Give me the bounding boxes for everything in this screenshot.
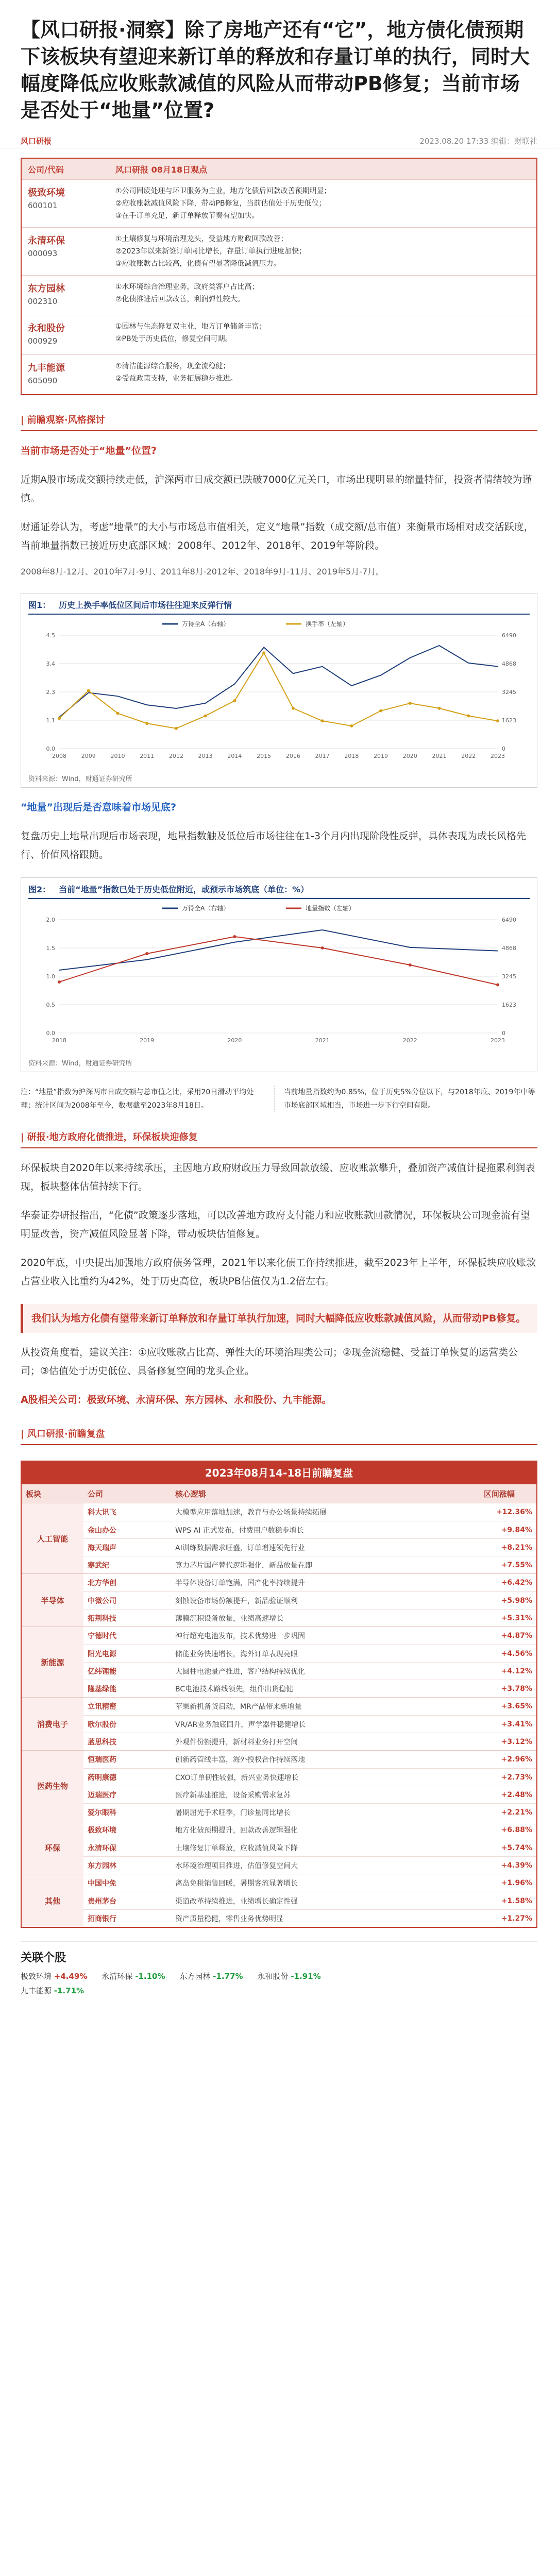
review-company: 爱尔眼科 bbox=[88, 1808, 116, 1817]
review-row bbox=[83, 1538, 536, 1556]
stock-line: ②应收账款减值风险下降，带动PB修复，当前估值处于历史低位； bbox=[115, 199, 326, 208]
stock-code: 605090 bbox=[28, 376, 58, 385]
review-title: 2023年08月14-18日前瞻复盘 bbox=[22, 1462, 536, 1484]
section1b-para bbox=[21, 798, 537, 817]
stock-name-cell bbox=[22, 315, 109, 354]
stock-name: 永和股份 bbox=[28, 323, 65, 334]
section2-related: A股相关公司：极致环境、永清环保、东方园林、永和股份、九丰能源。 bbox=[21, 1394, 332, 1405]
review-logic: 地方化债预期提升，回款改善逻辑强化 bbox=[175, 1826, 298, 1835]
related-stock-name: 极致环境 bbox=[21, 1972, 52, 1981]
x-tick-label: 2023 bbox=[491, 1037, 505, 1044]
review-row bbox=[83, 1715, 536, 1733]
data-point bbox=[116, 712, 119, 715]
related-stock-change: +4.49% bbox=[54, 1972, 88, 1981]
review-row bbox=[83, 1556, 536, 1573]
header-company: 公司/代码 bbox=[28, 164, 64, 175]
review-company: 亿纬锂能 bbox=[88, 1667, 116, 1676]
chart-1 bbox=[21, 593, 537, 788]
review-group bbox=[22, 1750, 536, 1821]
chart1-title-bar bbox=[28, 599, 530, 615]
section1-sub-text: 当前市场是否处于“地量”位置? bbox=[21, 445, 157, 456]
review-company: 北方华创 bbox=[88, 1579, 116, 1587]
header-view: 风口研报 08月18日观点 bbox=[115, 164, 208, 175]
review-row bbox=[83, 1733, 536, 1750]
chart2-source: 资料来源：Wind，财通证券研究所 bbox=[28, 1060, 132, 1067]
review-row bbox=[83, 1645, 536, 1662]
data-point bbox=[321, 719, 324, 722]
y-tick-label: 0.0 bbox=[46, 745, 55, 752]
stock-line: ①土壤修复与环境治理龙头，受益地方财政回款改善； bbox=[115, 235, 288, 243]
x-tick-label: 2015 bbox=[257, 753, 272, 759]
review-company: 宁德时代 bbox=[88, 1632, 116, 1640]
review-company: 阳光电源 bbox=[88, 1650, 116, 1658]
chart1-plot bbox=[28, 615, 529, 769]
x-tick-label: 2020 bbox=[402, 753, 417, 759]
review-logic: WPS AI 正式发布，付费用户数稳步增长 bbox=[175, 1526, 304, 1535]
y2-tick-label: 6490 bbox=[502, 632, 516, 639]
stock-line: ②2023年以来新签订单同比增长，存量订单执行进度加快； bbox=[115, 247, 307, 256]
review-company: 科大讯飞 bbox=[88, 1509, 116, 1517]
y-tick-label: 1.5 bbox=[46, 945, 55, 952]
data-point bbox=[233, 699, 236, 702]
chart2-title: 当前“地量”指数已处于历史低位附近，或预示市场筑底（单位：%） bbox=[59, 885, 309, 894]
series-line-left bbox=[59, 653, 498, 728]
review-logic: 储能业务快速增长，海外订单表现亮眼 bbox=[175, 1650, 298, 1658]
stock-name: 东方园林 bbox=[28, 283, 65, 294]
x-tick-label: 2011 bbox=[140, 753, 155, 759]
review-logic: BC电池技术路线领先，组件出货稳健 bbox=[175, 1685, 294, 1693]
review-sector: 人工智能 bbox=[22, 1503, 83, 1573]
review-change: +3.78% bbox=[501, 1684, 532, 1693]
section1-sub bbox=[21, 442, 537, 460]
x-tick-label: 2021 bbox=[432, 753, 447, 759]
stock-row bbox=[22, 275, 536, 315]
review-row bbox=[83, 1627, 536, 1645]
review-company: 寒武纪 bbox=[88, 1561, 109, 1570]
y-tick-label: 2.3 bbox=[46, 689, 55, 696]
chart2-title-bar bbox=[28, 883, 530, 899]
review-sector: 半导体 bbox=[22, 1574, 83, 1626]
review-company: 迈瑞医疗 bbox=[88, 1791, 116, 1800]
review-change: +1.96% bbox=[501, 1879, 532, 1887]
section2-para4: 从投资角度看，建议关注：①应收账款占比高、弹性大的环境治理类公司；②现金流稳健、受益订单恢复的运营类公司；③估值处于历史低位、具备修复空间的龙头企业。 bbox=[21, 1347, 518, 1377]
section1b-para2: 复盘历史上地量出现后市场表现，地量指数触及低位后市场往往在1-3个月内出现阶段性反弹，具体表现为成长风格先行、价值风格跟随。 bbox=[21, 831, 527, 860]
legend-label: 换手率（左轴） bbox=[306, 620, 349, 628]
x-tick-label: 2020 bbox=[227, 1037, 242, 1044]
x-tick-label: 2023 bbox=[491, 753, 505, 759]
data-point bbox=[145, 722, 148, 725]
y2-tick-label: 0 bbox=[502, 1030, 505, 1037]
stock-line: ②化债推进后回款改善，利润弹性较大。 bbox=[115, 295, 245, 303]
review-logic: AI训练数据需求旺盛，订单增速领先行业 bbox=[175, 1544, 305, 1552]
review-group bbox=[22, 1626, 536, 1697]
stock-name-cell bbox=[22, 355, 109, 394]
review-table bbox=[21, 1461, 537, 1928]
y2-tick-label: 4868 bbox=[502, 660, 516, 667]
x-tick-label: 2013 bbox=[198, 753, 213, 759]
review-row bbox=[83, 1839, 536, 1856]
section-title-2: | 研报·地方政府化债推进，环保板块迎修复 bbox=[21, 1130, 537, 1148]
x-tick-label: 2019 bbox=[140, 1037, 155, 1044]
chart2-fig: 图2： bbox=[28, 885, 51, 894]
review-change: +2.48% bbox=[501, 1790, 532, 1799]
data-point bbox=[87, 689, 90, 692]
x-tick-label: 2014 bbox=[227, 753, 242, 759]
stock-row bbox=[22, 315, 536, 354]
y-tick-label: 1.0 bbox=[46, 973, 55, 980]
stock-name-cell bbox=[22, 276, 109, 315]
x-tick-label: 2009 bbox=[81, 753, 96, 759]
review-company: 隆基绿能 bbox=[88, 1685, 116, 1693]
section1-para1: 近期A股市场成交额持续走低，沪深两市日成交额已跌破7000亿元关口，市场出现明显的缩量特征，投资者情绪较为谨慎。 bbox=[21, 474, 532, 504]
chart1-fig: 图1： bbox=[28, 600, 51, 610]
review-row bbox=[83, 1803, 536, 1821]
review-logic: 薄膜沉积设备放量，业绩高速增长 bbox=[175, 1614, 283, 1623]
section2-para2: 华泰证券研报指出，“化债”政策逐步落地，可以改善地方政府支付能力和应收账款回款情况，环保板块公司现金流有望明显改善，资产减值风险显著下降，带动板块估值修复。 bbox=[21, 1210, 530, 1240]
review-logic: 暑期屈光手术旺季，门诊量同比增长 bbox=[175, 1808, 291, 1817]
section2-highlight: 我们认为地方化债有望带来新订单释放和存量订单执行加速，同时大幅降低应收账款减值风险，从而带动PB修复。 bbox=[21, 1304, 537, 1333]
related-stock-change: -1.77% bbox=[213, 1972, 243, 1981]
review-logic: 神行超充电池发布，技术优势进一步巩固 bbox=[175, 1632, 305, 1640]
x-tick-label: 2021 bbox=[315, 1037, 330, 1044]
x-tick-label: 2016 bbox=[285, 753, 300, 759]
review-logic: 渠道改革持续推进，业绩增长确定性强 bbox=[175, 1897, 298, 1906]
review-logic: 创新药管线丰富，海外授权合作持续落地 bbox=[175, 1756, 305, 1764]
y-tick-label: 1.1 bbox=[46, 717, 55, 724]
review-company: 海天瑞声 bbox=[88, 1544, 116, 1552]
stock-line: ③在手订单充足，新订单释放节奏有望加快。 bbox=[115, 212, 259, 220]
review-change: +3.65% bbox=[501, 1702, 532, 1710]
review-change: +2.21% bbox=[501, 1808, 532, 1817]
review-row bbox=[83, 1874, 536, 1892]
review-logic: 外观件份额提升，新材料业务打开空间 bbox=[175, 1738, 298, 1747]
related-stock[interactable] bbox=[258, 1969, 321, 1984]
data-point bbox=[204, 714, 207, 717]
y-tick-label: 0.0 bbox=[46, 1030, 55, 1037]
y2-tick-label: 1623 bbox=[502, 717, 516, 724]
stock-row bbox=[22, 354, 536, 394]
review-logic: 苹果新机备货启动，MR产品带来新增量 bbox=[175, 1703, 302, 1711]
review-head-logic: 核心逻辑 bbox=[175, 1489, 207, 1499]
section1-para2: 财通证券认为，考虑“地量”的大小与市场总市值相关，定义“地量”指数（成交额/总市值）来衡量市场相对成交活跃度，当前地量指数已接近历史底部区域：2008年、2012年、2018年、2019年等阶段。 bbox=[21, 521, 534, 551]
y2-tick-label: 1623 bbox=[502, 1002, 516, 1008]
series-line-right bbox=[59, 930, 498, 970]
review-change: +3.12% bbox=[501, 1737, 532, 1746]
review-group bbox=[22, 1821, 536, 1874]
y-tick-label: 2.0 bbox=[46, 917, 55, 923]
chart1-title: 历史上换手率低位区间后市场往往迎来反弹行情 bbox=[59, 600, 232, 610]
review-row bbox=[83, 1856, 536, 1874]
review-logic: 水环境治理项目推进，估值修复空间大 bbox=[175, 1861, 298, 1870]
stock-line: ①公司固废处理与环卫服务为主业，地方化债后回款改善预期明显； bbox=[115, 187, 331, 195]
x-tick-label: 2012 bbox=[168, 753, 183, 759]
review-company: 贵州茅台 bbox=[88, 1897, 116, 1906]
review-logic: 算力芯片国产替代逻辑强化，新品放量在即 bbox=[175, 1561, 312, 1570]
review-rows bbox=[83, 1751, 536, 1821]
x-tick-label: 2022 bbox=[402, 1037, 417, 1044]
y-tick-label: 3.4 bbox=[46, 660, 55, 667]
review-company: 东方园林 bbox=[88, 1861, 116, 1870]
review-logic: 刻蚀设备市场份额提升，新品验证顺利 bbox=[175, 1597, 298, 1605]
review-sector: 医药生物 bbox=[22, 1751, 83, 1821]
data-point bbox=[379, 709, 382, 713]
headline: 【风口研报·洞察】除了房地产还有“它”，地方债化债预期下该板块有望迎来新订单的释放和存量订单的执行，同时大幅度降低应收账款减值的风险从而带动PB修复；当前市场是否处于“地量”位置? bbox=[21, 19, 530, 122]
y2-tick-label: 6490 bbox=[502, 917, 516, 923]
stock-line: ③应收账款占比较高，化债有望显著降低减值压力。 bbox=[115, 260, 281, 268]
related-stock-name: 永清环保 bbox=[102, 1972, 133, 1981]
review-sector: 环保 bbox=[22, 1821, 83, 1874]
publish-date: 2023.08.20 17:33 编辑：财联社 bbox=[419, 137, 537, 146]
data-point bbox=[467, 714, 470, 717]
related-row bbox=[21, 1969, 537, 1984]
review-rows bbox=[83, 1821, 536, 1874]
review-rows bbox=[83, 1627, 536, 1697]
stock-line: ①清洁能源综合服务，现金流稳健； bbox=[115, 362, 230, 370]
stock-name: 永清环保 bbox=[28, 235, 65, 246]
stock-lines bbox=[109, 180, 536, 227]
review-row bbox=[83, 1698, 536, 1715]
stock-lines bbox=[109, 276, 536, 315]
review-company: 金山办公 bbox=[88, 1526, 116, 1535]
review-change: +5.74% bbox=[501, 1843, 532, 1852]
review-logic: CXO订单韧性较强，新兴业务快速增长 bbox=[175, 1773, 299, 1782]
review-group bbox=[22, 1573, 536, 1626]
review-company: 歌尔股份 bbox=[88, 1720, 116, 1729]
review-rows bbox=[83, 1874, 536, 1927]
data-point bbox=[175, 727, 178, 730]
review-header bbox=[22, 1484, 536, 1503]
review-logic: 资产质量稳健，零售业务优势明显 bbox=[175, 1914, 283, 1923]
review-change: +12.36% bbox=[496, 1508, 532, 1516]
review-row bbox=[83, 1503, 536, 1521]
review-logic: 土壤修复订单释放，应收减值风险下降 bbox=[175, 1844, 298, 1853]
stock-code: 600101 bbox=[28, 201, 58, 210]
stock-rows bbox=[22, 179, 536, 394]
stock-table bbox=[21, 158, 537, 395]
data-point bbox=[409, 963, 412, 967]
related-stock-change: -1.91% bbox=[291, 1972, 321, 1981]
review-head-change: 区间涨幅 bbox=[484, 1489, 515, 1499]
review-row bbox=[83, 1662, 536, 1680]
review-change: +4.56% bbox=[501, 1649, 532, 1658]
stock-line: ②PB处于历史低位，修复空间可期。 bbox=[115, 335, 232, 343]
review-rows bbox=[83, 1503, 536, 1573]
x-tick-label: 2008 bbox=[52, 753, 66, 759]
review-change: +2.96% bbox=[501, 1755, 532, 1764]
review-logic: 大模型应用落地加速，教育与办公场景持续拓展 bbox=[175, 1509, 327, 1517]
review-head-company: 公司 bbox=[88, 1489, 104, 1499]
data-point bbox=[58, 980, 61, 984]
x-tick-label: 2022 bbox=[461, 753, 476, 759]
related-stocks bbox=[21, 1941, 537, 1998]
stock-name-cell bbox=[22, 228, 109, 275]
x-tick-label: 2018 bbox=[344, 753, 359, 759]
review-logic: 离岛免税销售回暖，暑期客流显著增长 bbox=[175, 1879, 298, 1888]
review-row bbox=[83, 1892, 536, 1909]
review-sector: 新能源 bbox=[22, 1627, 83, 1697]
chart1-source: 资料来源：Wind，财通证券研究所 bbox=[28, 775, 132, 783]
y2-tick-label: 0 bbox=[502, 745, 505, 752]
review-groups bbox=[22, 1503, 536, 1927]
review-rows bbox=[83, 1574, 536, 1626]
review-group bbox=[22, 1697, 536, 1750]
review-sector: 消费电子 bbox=[22, 1698, 83, 1750]
review-change: +4.12% bbox=[501, 1667, 532, 1675]
section-title-1: | 前瞻观察·风格探讨 bbox=[21, 413, 537, 431]
review-change: +6.42% bbox=[501, 1579, 532, 1587]
x-tick-label: 2010 bbox=[110, 753, 125, 759]
stock-code: 000929 bbox=[28, 336, 58, 346]
related-stocks-rows bbox=[21, 1969, 537, 1998]
chart2-plot bbox=[28, 899, 529, 1054]
section2-para1: 环保板块自2020年以来持续承压，主因地方政府财政压力导致回款放缓、应收账款攀升，叠加资产减值计提拖累利润表现，板块整体估值持续下行。 bbox=[21, 1162, 535, 1192]
review-change: +2.73% bbox=[501, 1773, 532, 1782]
stock-name: 极致环境 bbox=[28, 188, 65, 198]
review-row bbox=[83, 1521, 536, 1538]
review-change: +4.87% bbox=[501, 1632, 532, 1640]
x-tick-label: 2019 bbox=[374, 753, 388, 759]
related-stocks-label: 关联个股 bbox=[21, 1952, 66, 1964]
legend-label: 万得全A（右轴） bbox=[182, 620, 230, 628]
section2-para5 bbox=[21, 1391, 537, 1409]
section2-para3: 2020年底，中央提出加强地方政府债务管理，2021年以来化债工作持续推进，截至2023年上半年，环保板块应收账款占营业收入比重约为42%，处于历史高位，板块PB估值仅为1.2倍左右。 bbox=[21, 1257, 536, 1287]
review-change: +9.84% bbox=[501, 1526, 532, 1534]
chart-2 bbox=[21, 877, 537, 1072]
data-point bbox=[350, 724, 353, 727]
series-line-left bbox=[59, 937, 498, 985]
review-company: 招商银行 bbox=[88, 1914, 116, 1923]
review-change: +7.55% bbox=[501, 1561, 532, 1569]
note-left: 注：“地量”指数为沪深两市日成交额与总市值之比，采用20日滑动平均处理；统计区间为2008年至今，数据截至2023年8月18日。 bbox=[21, 1086, 275, 1112]
data-point bbox=[496, 984, 499, 987]
review-logic: VR/AR业务触底回升，声学器件稳健增长 bbox=[175, 1720, 306, 1729]
review-change: +6.88% bbox=[501, 1826, 532, 1834]
note-right: 当前地量指数约为0.85%，位于历史5%分位以下，与2018年底、2019年中等市场底部区域相当，市场进一步下行空间有限。 bbox=[283, 1088, 535, 1110]
review-company: 立讯精密 bbox=[88, 1703, 116, 1711]
review-head-sector: 板块 bbox=[26, 1489, 42, 1499]
review-company: 极致环境 bbox=[88, 1826, 116, 1835]
related-stock[interactable] bbox=[21, 1984, 84, 1998]
stock-line: ①园林与生态修复双主业，地方订单储备丰富； bbox=[115, 323, 266, 331]
review-company: 恒瑞医药 bbox=[88, 1756, 116, 1764]
review-group bbox=[22, 1874, 536, 1927]
related-stock-name: 九丰能源 bbox=[21, 1986, 52, 1995]
review-company: 永清环保 bbox=[88, 1844, 116, 1853]
y2-tick-label: 3245 bbox=[502, 689, 516, 696]
data-point bbox=[233, 935, 236, 938]
y-tick-label: 4.5 bbox=[46, 632, 55, 639]
x-tick-label: 2018 bbox=[52, 1037, 66, 1044]
review-change: +1.27% bbox=[501, 1914, 532, 1923]
review-change: +5.31% bbox=[501, 1614, 532, 1622]
related-stock-change: -1.10% bbox=[135, 1972, 165, 1981]
review-company: 拓荆科技 bbox=[88, 1614, 116, 1623]
review-company: 蓝思科技 bbox=[88, 1738, 116, 1747]
review-logic: 大圆柱电池量产推进，客户结构持续优化 bbox=[175, 1667, 305, 1676]
review-row bbox=[83, 1591, 536, 1609]
data-point bbox=[321, 946, 324, 950]
related-stock[interactable] bbox=[21, 1969, 87, 1984]
review-change: +4.39% bbox=[501, 1861, 532, 1870]
data-point bbox=[58, 717, 61, 720]
review-row bbox=[83, 1768, 536, 1786]
y2-tick-label: 3245 bbox=[502, 973, 516, 980]
review-row bbox=[83, 1786, 536, 1803]
related-row bbox=[21, 1984, 537, 1998]
review-row bbox=[83, 1909, 536, 1927]
review-row bbox=[83, 1609, 536, 1626]
data-point bbox=[292, 707, 295, 710]
review-company: 药明康德 bbox=[88, 1773, 116, 1782]
stock-code: 002310 bbox=[28, 297, 58, 306]
review-row bbox=[83, 1751, 536, 1768]
review-change: +5.98% bbox=[501, 1596, 532, 1605]
review-change: +3.41% bbox=[501, 1720, 532, 1728]
review-sector: 其他 bbox=[22, 1874, 83, 1927]
review-rows bbox=[83, 1698, 536, 1750]
related-stock[interactable] bbox=[102, 1969, 165, 1984]
stock-row bbox=[22, 227, 536, 275]
y-tick-label: 0.5 bbox=[46, 1002, 55, 1008]
review-change: +1.58% bbox=[501, 1896, 532, 1905]
stock-name-cell bbox=[22, 180, 109, 227]
data-point bbox=[496, 719, 499, 722]
notes bbox=[21, 1086, 537, 1112]
stock-line: ②受益政策支持，业务拓展稳步推进。 bbox=[115, 375, 238, 383]
stock-code: 000093 bbox=[28, 249, 58, 258]
review-change: +8.21% bbox=[501, 1543, 532, 1552]
stock-name: 九丰能源 bbox=[28, 363, 65, 374]
review-logic: 半导体设备订单饱满，国产化率持续提升 bbox=[175, 1579, 305, 1587]
related-stock-name: 永和股份 bbox=[257, 1972, 289, 1981]
stock-lines bbox=[109, 355, 536, 394]
legend-label: 万得全A（右轴） bbox=[182, 905, 230, 912]
review-company: 中微公司 bbox=[88, 1597, 116, 1605]
review-row bbox=[83, 1821, 536, 1839]
review-company: 中国中免 bbox=[88, 1879, 116, 1888]
meta-bar bbox=[0, 134, 558, 148]
review-logic: 医疗新基建推进，设备采购需求复苏 bbox=[175, 1791, 291, 1800]
stock-row bbox=[22, 179, 536, 227]
y2-tick-label: 4868 bbox=[502, 945, 516, 952]
review-row bbox=[83, 1680, 536, 1697]
related-stock-change: -1.71% bbox=[54, 1986, 84, 1995]
source-logo: 风口研报 bbox=[21, 137, 52, 146]
stock-table-header bbox=[22, 159, 536, 179]
section1-para3: 2008年8月-12月、2010年7月-9月、2011年8月-2012年、2018年9月-11月、2019年5月-7月。 bbox=[21, 567, 384, 577]
stock-lines bbox=[109, 315, 536, 354]
stock-line: ①水环境综合治理业务，政府类客户占比高； bbox=[115, 283, 259, 291]
x-tick-label: 2017 bbox=[315, 753, 330, 759]
stock-lines bbox=[109, 228, 536, 275]
data-point bbox=[262, 651, 265, 654]
data-point bbox=[145, 952, 148, 955]
legend-label: 地量指数（左轴） bbox=[306, 905, 356, 912]
section-title-3: | 风口研报·前瞻复盘 bbox=[21, 1427, 537, 1445]
related-stock-name: 东方园林 bbox=[179, 1972, 211, 1981]
review-group bbox=[22, 1503, 536, 1573]
data-point bbox=[438, 707, 441, 710]
section1b-question: “地量”出现后是否意味着市场见底? bbox=[21, 802, 176, 813]
review-row bbox=[83, 1574, 536, 1591]
related-stock[interactable] bbox=[179, 1969, 243, 1984]
data-point bbox=[409, 702, 412, 705]
